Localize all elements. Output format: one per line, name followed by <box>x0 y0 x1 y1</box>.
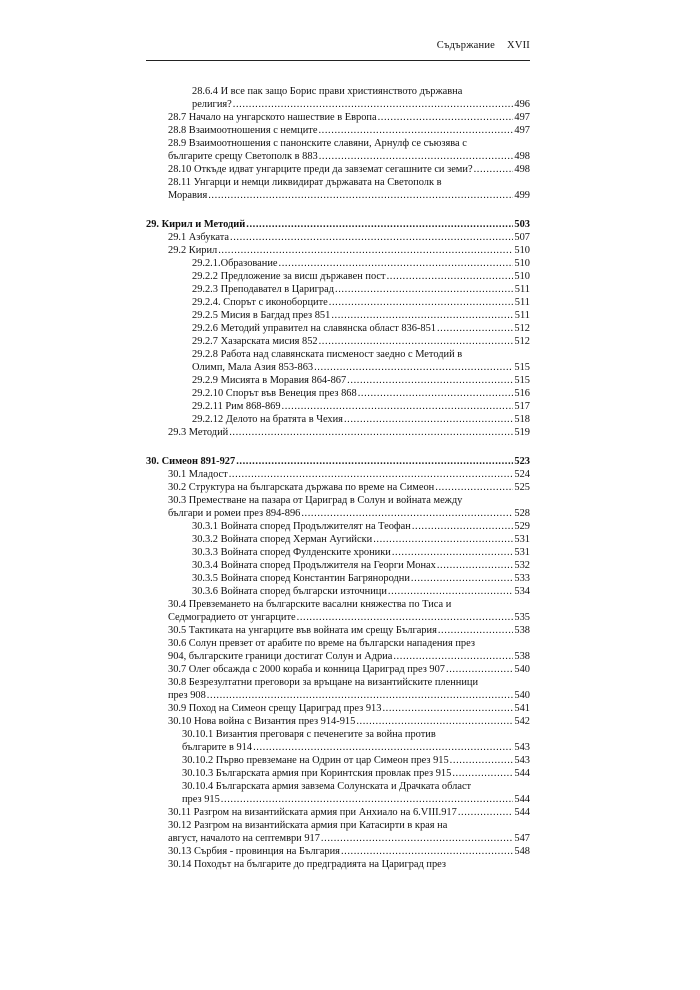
toc-chapter-entry[interactable] <box>146 455 530 468</box>
toc-page-number: 507 <box>514 232 530 243</box>
toc-entry[interactable] <box>146 663 530 676</box>
toc-entry-text: 30.10.3 Българската армия при Коринтския провлак през 915 <box>182 768 452 779</box>
toc-entry-text: българите срещу Светополк в 883 <box>168 151 318 162</box>
toc-entry-text: 29.2.12 Делото на братята в Чехия <box>192 414 343 425</box>
toc-page-number: 511 <box>514 284 530 295</box>
toc-page-number: 525 <box>514 482 530 493</box>
dot-leader <box>437 559 514 572</box>
toc-entry-text: 30.9 Поход на Симеон срещу Цариград през 913 <box>168 703 382 714</box>
dot-leader <box>207 689 514 702</box>
dot-leader <box>438 624 514 637</box>
toc-page-number: 515 <box>514 375 530 386</box>
toc-entry[interactable] <box>146 137 530 163</box>
toc-page-number: 540 <box>514 690 530 701</box>
toc-entry[interactable] <box>146 637 530 663</box>
dot-leader <box>358 387 514 400</box>
header-title: Съдържание <box>436 40 496 51</box>
toc-entry-text: 28.6.4 И все пак защо Борис прави християнството държавна <box>192 86 463 97</box>
toc-entry[interactable] <box>146 176 530 202</box>
toc-page-number: 548 <box>514 846 530 857</box>
toc-entry-text: 28.8 Взаимоотношения с немците <box>168 125 318 136</box>
toc-entry-text: 30.3.4 Войната според Продължителя на Георги Монах <box>192 560 436 571</box>
toc-entry[interactable] <box>146 309 530 322</box>
dot-leader <box>329 296 514 309</box>
toc-entry[interactable] <box>146 494 530 520</box>
toc-page-number: 543 <box>514 742 530 753</box>
toc-entry-text: август, началото на септември 917 <box>168 833 320 844</box>
toc-entry-text: 29.2.5 Мисия в Багдад през 851 <box>192 310 331 321</box>
toc-entry-text: 30.6 Солун превзет от арабите по време на български нападения през <box>168 638 475 649</box>
toc-page-number: 538 <box>514 625 530 636</box>
toc-entry-text: Моравия <box>168 190 208 201</box>
toc-entry-text: 29.2.1.Образование <box>192 258 278 269</box>
toc-entry[interactable] <box>146 426 530 439</box>
dot-leader <box>450 754 514 767</box>
toc-entry[interactable] <box>146 335 530 348</box>
toc-page-number: 496 <box>514 99 530 110</box>
toc-entry[interactable] <box>146 296 530 309</box>
toc-page-number: 532 <box>514 560 530 571</box>
toc-entry-text: 30.3 Преместване на пазара от Цариград в Солун и войната между <box>168 495 463 506</box>
dot-leader <box>378 111 514 124</box>
toc-entry[interactable] <box>146 715 530 728</box>
toc-entry[interactable] <box>146 845 530 858</box>
dot-leader <box>474 163 514 176</box>
toc-page-number: 511 <box>514 297 530 308</box>
toc-entry-text: 30.3.5 Войната според Константин Багрянородни <box>192 573 410 584</box>
dot-leader <box>331 309 513 322</box>
toc-page-number: 510 <box>514 271 530 282</box>
toc-entry-text: българи и ромеи през 894-896 <box>168 508 301 519</box>
toc-entry-text: 30.2 Структура на българската държава по време на Симеон <box>168 482 435 493</box>
dot-leader <box>341 845 513 858</box>
toc-entry[interactable] <box>146 754 530 767</box>
toc-entry-text: 29.2 Кирил <box>168 245 218 256</box>
dot-leader <box>229 468 514 481</box>
toc-page-number: 524 <box>514 469 530 480</box>
toc-page-number: 540 <box>514 664 530 675</box>
dot-leader <box>382 702 513 715</box>
toc-entry[interactable] <box>146 559 530 572</box>
dot-leader <box>412 520 514 533</box>
toc-entry[interactable] <box>146 244 530 257</box>
toc-entry-text: 29.1 Азбуката <box>168 232 229 243</box>
toc-page-number: 517 <box>514 401 530 412</box>
dot-leader <box>279 257 514 270</box>
toc-entry-text: 29.2.4. Спорът с иконоборците <box>192 297 328 308</box>
dot-leader <box>452 767 513 780</box>
dot-leader <box>388 585 514 598</box>
toc-entry[interactable] <box>146 163 530 176</box>
toc-entry[interactable] <box>146 780 530 806</box>
dot-leader <box>314 361 513 374</box>
toc-page-number: 544 <box>514 807 530 818</box>
toc-page-number: 534 <box>514 586 530 597</box>
toc-entry[interactable] <box>146 806 530 819</box>
toc-entry[interactable] <box>146 702 530 715</box>
dot-leader <box>344 413 513 426</box>
toc-entry-text: 30.3.3 Войната според Фулденските хроники <box>192 547 391 558</box>
dot-leader <box>221 793 514 806</box>
dot-leader <box>335 283 514 296</box>
toc-entry[interactable] <box>146 231 530 244</box>
toc-entry-text: 28.10 Откъде идват унгарците преди да завземат сегашните си земи? <box>168 164 473 175</box>
toc-entry-text: 30.3.1 Войната според Продължителят на Теофан <box>192 521 411 532</box>
toc-page-number: 510 <box>514 245 530 256</box>
toc-entry[interactable] <box>146 819 530 845</box>
toc-entry[interactable] <box>146 572 530 585</box>
header-rule <box>146 60 530 61</box>
toc-entry-text: 28.9 Взаимоотношения с панонските славяни, Арнулф се съюзява с <box>168 138 467 149</box>
toc-entry[interactable] <box>146 85 530 111</box>
toc-entry[interactable] <box>146 257 530 270</box>
toc-entry[interactable] <box>146 348 530 374</box>
toc-page-number: 519 <box>514 427 530 438</box>
toc-entry-text: 29.2.11 Рим 868-869 <box>192 401 281 412</box>
toc-page-number: 544 <box>514 794 530 805</box>
toc-page-number: 531 <box>514 534 530 545</box>
toc-entry[interactable] <box>146 624 530 637</box>
dot-leader <box>319 150 514 163</box>
toc-entry[interactable] <box>146 585 530 598</box>
dot-leader <box>458 806 514 819</box>
dot-leader <box>297 611 514 624</box>
toc-entry-text: българите в 914 <box>182 742 253 753</box>
dot-leader <box>356 715 513 728</box>
toc-page-number: 503 <box>514 219 530 230</box>
toc-page-number: 533 <box>514 573 530 584</box>
toc-entry-text: през 908 <box>168 690 206 701</box>
toc-page-number: 515 <box>514 362 530 373</box>
toc-entry-text: 29.2.3 Преподавател в Цариград <box>192 284 335 295</box>
dot-leader <box>230 231 513 244</box>
toc-entry-text: 29.3 Методий <box>168 427 229 438</box>
toc-page-number: 547 <box>514 833 530 844</box>
toc-entry-text: 29.2.9 Мисията в Моравия 864-867 <box>192 375 347 386</box>
toc-entry-text: Олимп, Мала Азия 853-863 <box>192 362 314 373</box>
toc-entry[interactable] <box>146 111 530 124</box>
toc-entry-text: 28.11 Унгарци и немци ликвидират държавата на Светополк в <box>168 177 442 188</box>
toc-entry-text: 30.10.1 Византия преговаря с печенегите за война против <box>182 729 436 740</box>
toc-page-number: 511 <box>514 310 530 321</box>
toc-page-number: 544 <box>514 768 530 779</box>
toc-entry[interactable] <box>146 533 530 546</box>
dot-leader <box>253 741 513 754</box>
toc-page-number: 528 <box>514 508 530 519</box>
dot-leader <box>208 189 513 202</box>
toc-entry-text: 30.11 Разгром на византийската армия при Анхиало на 6.VIII.917 <box>168 807 457 818</box>
toc-entry-text: 904, българските граници достигат Солун и Адриа <box>168 651 393 662</box>
toc-entry[interactable] <box>146 520 530 533</box>
toc-entry[interactable] <box>146 546 530 559</box>
dot-leader <box>233 98 514 111</box>
dot-leader <box>282 400 514 413</box>
toc-entry-text: 30.5 Тактиката на унгарците във войната им срещу България <box>168 625 437 636</box>
toc-page-number: 542 <box>514 716 530 727</box>
toc-entry[interactable] <box>146 676 530 702</box>
toc-entry[interactable] <box>146 322 530 335</box>
toc-entry-text: 30.10.2 Първо превземане на Одрин от цар Симеон през 915 <box>182 755 449 766</box>
toc-entry[interactable] <box>146 374 530 387</box>
toc-entry[interactable] <box>146 858 530 871</box>
toc-entry-text: религия? <box>192 99 232 110</box>
toc-page-number: 512 <box>514 323 530 334</box>
toc-entry-text: 30. Симеон 891-927 <box>146 456 236 467</box>
toc-page-number: 497 <box>514 125 530 136</box>
toc-entry-text: 29.2.2 Предложение за висш държавен пост <box>192 271 386 282</box>
toc-entry-text: 30.13 Сърбия - провинция на България <box>168 846 340 857</box>
toc-page-number: 541 <box>514 703 530 714</box>
dot-leader <box>373 533 513 546</box>
toc-chapter-entry[interactable] <box>146 218 530 231</box>
dot-leader <box>437 322 513 335</box>
dot-leader <box>229 426 513 439</box>
dot-leader <box>411 572 513 585</box>
toc-entry-text: 30.3.6 Войната според български източници <box>192 586 387 597</box>
toc-entry-text: 30.10 Нова война с Византия през 914-915 <box>168 716 356 727</box>
toc-entry[interactable] <box>146 767 530 780</box>
toc-entry-text: 30.4 Превземането на българските васални княжества по Тиса и <box>168 599 452 610</box>
toc-entry[interactable] <box>146 728 530 754</box>
toc-entry[interactable] <box>146 598 530 624</box>
toc-page-number: 498 <box>514 151 530 162</box>
toc-page-number: 543 <box>514 755 530 766</box>
toc-entry-text: 30.7 Олег обсажда с 2000 кораба и конница Цариград през 907 <box>168 664 445 675</box>
toc-entry[interactable] <box>146 468 530 481</box>
dot-leader <box>446 663 513 676</box>
toc-entry-text: 29.2.8 Работа над славянската писменост заедно с Методий в <box>192 349 463 360</box>
dot-leader <box>347 374 513 387</box>
toc-entry[interactable] <box>146 413 530 426</box>
toc-entry[interactable] <box>146 400 530 413</box>
dot-leader <box>435 481 513 494</box>
toc-entry[interactable] <box>146 124 530 137</box>
toc-page-number: 510 <box>514 258 530 269</box>
toc-page-number: 538 <box>514 651 530 662</box>
toc-entry[interactable] <box>146 387 530 400</box>
toc-entry-text: 29.2.7 Хазарската мисия 852 <box>192 336 318 347</box>
dot-leader <box>236 455 513 468</box>
toc-entry-text: 30.12 Разгром на византийската армия при Катасирти в края на <box>168 820 448 831</box>
toc-entry[interactable] <box>146 270 530 283</box>
running-header <box>146 40 530 51</box>
toc-entry-text: 29.2.10 Спорът във Венеция през 868 <box>192 388 357 399</box>
toc-entry-text: 30.8 Безрезултатни преговори за връщане на византийските пленници <box>168 677 479 688</box>
toc-page-number: 531 <box>514 547 530 558</box>
dot-leader <box>218 244 513 257</box>
toc-entry[interactable] <box>146 283 530 296</box>
toc-page-number: 499 <box>514 190 530 201</box>
dot-leader <box>392 546 514 559</box>
dot-leader <box>318 124 513 137</box>
toc-entry-text: през 915 <box>182 794 220 805</box>
toc-entry-text: 29.2.6 Методий управител на славянска област 836-851 <box>192 323 436 334</box>
toc-page-number: 535 <box>514 612 530 623</box>
dot-leader <box>301 507 513 520</box>
toc-entry-text: 29. Кирил и Методий <box>146 219 246 230</box>
dot-leader <box>387 270 514 283</box>
toc-entry-text: 28.7 Начало на унгарското нашествие в Европа <box>168 112 377 123</box>
toc-entry-text: 30.3.2 Войната според Херман Аугийски <box>192 534 373 545</box>
toc-entry[interactable] <box>146 481 530 494</box>
toc-entry-text: 30.14 Походът на българите до предградията на Цариград през <box>168 859 447 870</box>
table-of-contents <box>146 85 530 871</box>
dot-leader <box>319 335 514 348</box>
toc-page-number: 512 <box>514 336 530 347</box>
toc-entry-text: Седмоградието от унгарците <box>168 612 296 623</box>
toc-entry-text: 30.1 Младост <box>168 469 228 480</box>
dot-leader <box>321 832 513 845</box>
toc-page-number: 529 <box>514 521 530 532</box>
toc-page-number: 523 <box>514 456 530 467</box>
header-page-number: XVII <box>507 40 530 51</box>
toc-page-number: 518 <box>514 414 530 425</box>
toc-page-number: 498 <box>514 164 530 175</box>
dot-leader <box>393 650 513 663</box>
toc-page-number: 516 <box>514 388 530 399</box>
toc-page-number: 497 <box>514 112 530 123</box>
toc-entry-text: 30.10.4 Българската армия завзема Солунската и Драчката област <box>182 781 472 792</box>
dot-leader <box>246 218 513 231</box>
